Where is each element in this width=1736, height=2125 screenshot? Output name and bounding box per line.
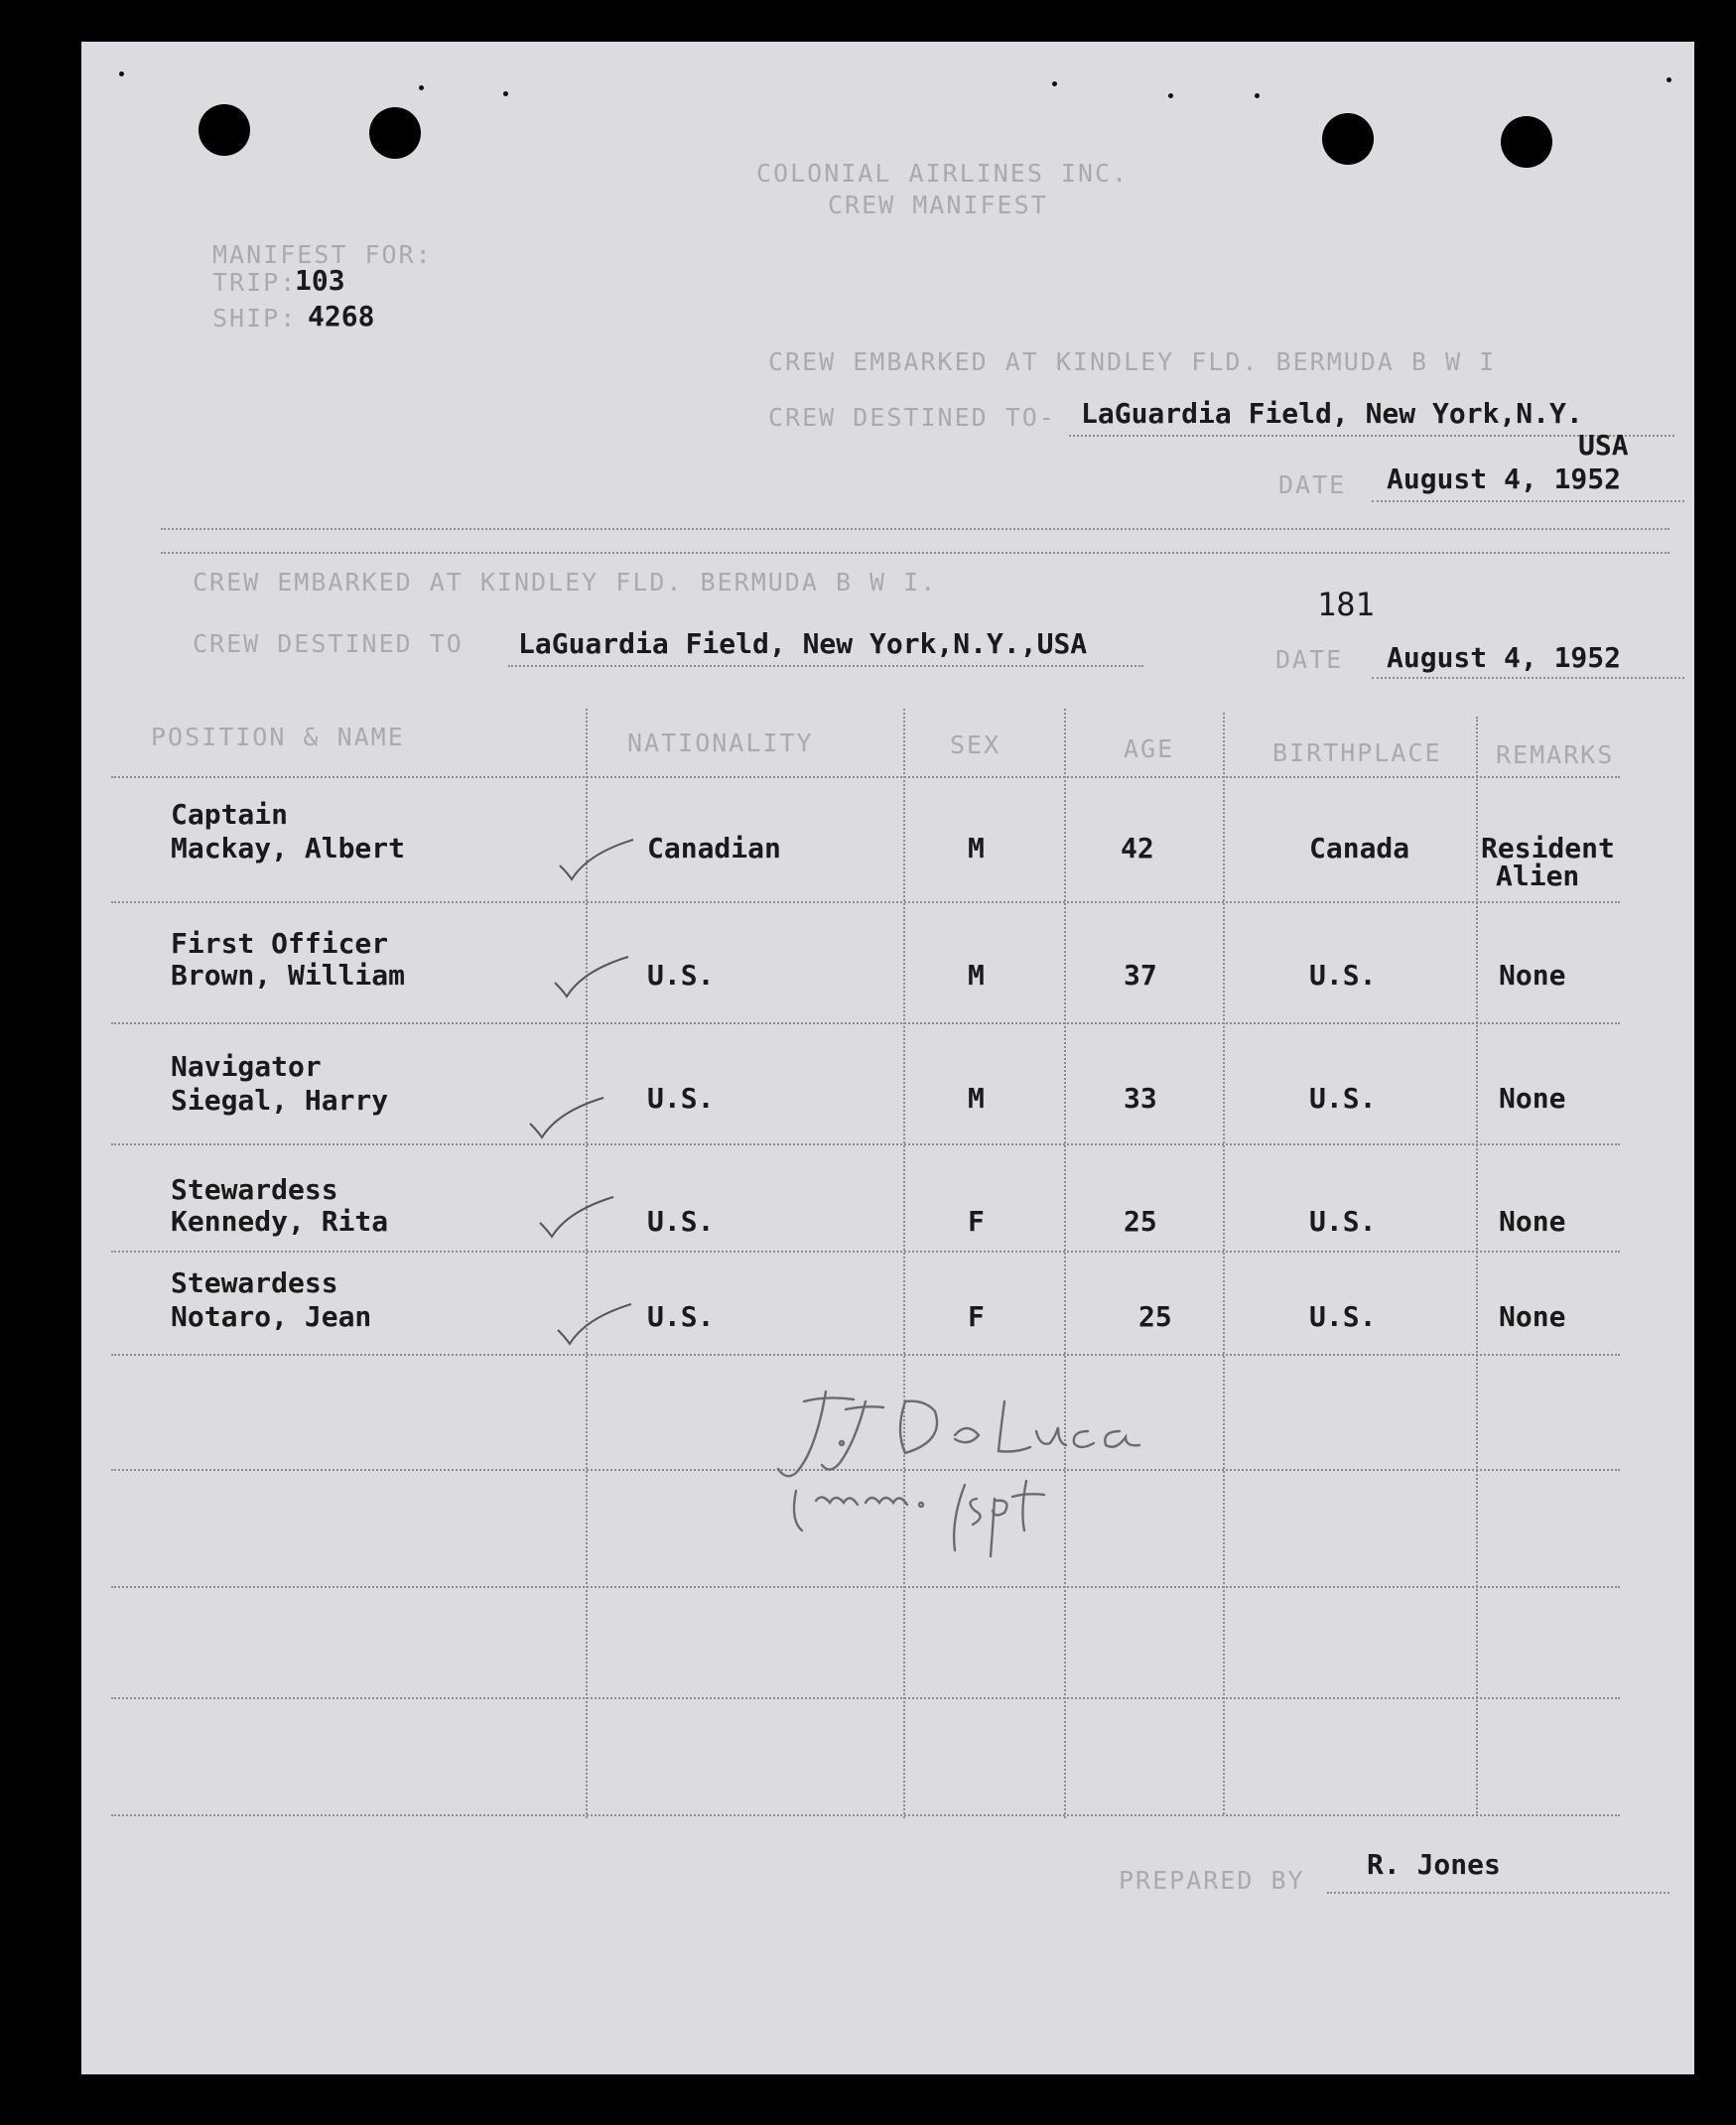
punch-hole — [1322, 113, 1374, 165]
manifest-page — [81, 42, 1694, 2074]
col-header-sex: SEX — [950, 730, 1002, 759]
table-cell-sex: M — [968, 832, 985, 864]
punch-hole — [1501, 116, 1552, 168]
table-row-divider — [111, 1354, 1620, 1356]
ship-label: SHIP: — [212, 304, 298, 332]
table-cell-nationality: U.S. — [647, 959, 715, 992]
table-cell-position: Stewardess — [171, 1266, 338, 1299]
table-cell-age: 33 — [1124, 1082, 1157, 1115]
punch-hole — [369, 107, 421, 159]
table-col-divider — [1223, 713, 1225, 1814]
table-cell-age: 25 — [1138, 1300, 1172, 1333]
table-col-divider — [1476, 717, 1478, 1816]
table-cell-age: 25 — [1124, 1205, 1157, 1238]
table-cell-birthplace: U.S. — [1309, 1205, 1377, 1238]
check-mark-icon — [538, 1193, 617, 1243]
table-cell-remarks: None — [1499, 1300, 1566, 1333]
prepared-by-value: R. Jones — [1367, 1848, 1501, 1881]
table-cell-sex: M — [968, 959, 985, 992]
table-cell-remarks: None — [1499, 1205, 1566, 1238]
table-row-divider — [111, 776, 1620, 778]
document-title: CREW MANIFEST — [828, 191, 1048, 219]
manifest-for-label: MANIFEST FOR: — [212, 240, 433, 269]
upper-date-label: DATE — [1278, 470, 1347, 499]
speck — [119, 71, 124, 76]
table-cell-birthplace: U.S. — [1309, 959, 1377, 992]
table-row-divider — [111, 1143, 1620, 1145]
table-cell-name: Mackay, Albert — [171, 832, 406, 864]
lower-date-value: August 4, 1952 — [1387, 641, 1622, 674]
immigration-inspector-signature — [756, 1382, 1153, 1560]
table-cell-remarks: None — [1499, 959, 1566, 992]
prepared-by-label: PREPARED BY — [1119, 1866, 1305, 1895]
upper-destined-value-2: USA — [1578, 429, 1629, 462]
speck — [1168, 93, 1173, 98]
table-row-divider — [111, 901, 1620, 903]
table-cell-age: 42 — [1121, 832, 1154, 864]
upper-destined-value: LaGuardia Field, New York,N.Y. — [1081, 397, 1583, 430]
table-cell-nationality: U.S. — [647, 1082, 715, 1115]
table-cell-remarks-2: Alien — [1496, 860, 1580, 892]
table-row-divider — [111, 1251, 1620, 1253]
table-cell-birthplace: Canada — [1309, 832, 1410, 864]
table-cell-nationality: U.S. — [647, 1300, 715, 1333]
col-header-age: AGE — [1124, 734, 1175, 763]
lower-embarked-label: CREW EMBARKED AT KINDLEY FLD. BERMUDA B W I. — [193, 568, 938, 597]
prepared-by-underline — [1327, 1892, 1669, 1894]
table-cell-sex: F — [968, 1300, 985, 1333]
col-header-birthplace: BIRTHPLACE — [1272, 738, 1442, 767]
table-cell-position: Navigator — [171, 1050, 322, 1083]
table-cell-position: Stewardess — [171, 1173, 338, 1206]
speck — [1052, 81, 1057, 86]
table-cell-sex: F — [968, 1205, 985, 1238]
table-cell-name: Brown, William — [171, 959, 406, 992]
lower-date-underline — [1372, 677, 1684, 679]
table-cell-nationality: U.S. — [647, 1205, 715, 1238]
col-header-position: POSITION & NAME — [151, 723, 405, 751]
table-row-divider — [111, 1586, 1620, 1588]
table-cell-birthplace: U.S. — [1309, 1082, 1377, 1115]
lower-destined-value: LaGuardia Field, New York,N.Y.,USA — [518, 627, 1088, 660]
table-cell-birthplace: U.S. — [1309, 1300, 1377, 1333]
table-row-divider — [111, 1814, 1620, 1816]
upper-destined-label: CREW DESTINED TO- — [768, 403, 1056, 432]
check-mark-icon — [558, 836, 637, 885]
speck — [419, 85, 424, 90]
section-divider — [161, 528, 1669, 530]
upper-date-value: August 4, 1952 — [1387, 463, 1622, 495]
check-mark-icon — [553, 953, 632, 1002]
check-mark-icon — [528, 1094, 607, 1143]
table-cell-remarks: Resident — [1481, 832, 1615, 864]
table-cell-remarks: None — [1499, 1082, 1566, 1115]
table-cell-age: 37 — [1124, 959, 1157, 992]
table-cell-nationality: Canadian — [647, 832, 781, 864]
col-header-remarks: REMARKS — [1496, 740, 1615, 769]
speck — [1667, 77, 1671, 82]
lower-destined-label: CREW DESTINED TO — [193, 629, 464, 658]
upper-embarked-label: CREW EMBARKED AT KINDLEY FLD. BERMUDA B W I — [768, 347, 1497, 376]
lower-date-label: DATE — [1275, 645, 1344, 674]
company-name: COLONIAL AIRLINES INC. — [756, 159, 1130, 188]
table-row-divider — [111, 1697, 1620, 1699]
table-row-divider — [111, 1022, 1620, 1024]
ship-value: 4268 — [308, 300, 375, 332]
trip-value: 103 — [295, 264, 345, 297]
table-col-divider — [903, 709, 905, 1818]
section-divider — [161, 552, 1669, 554]
lower-destined-underline — [508, 665, 1143, 667]
table-col-divider — [1064, 709, 1066, 1818]
punch-hole — [199, 104, 250, 156]
speck — [503, 91, 508, 96]
col-header-nationality: NATIONALITY — [627, 729, 814, 757]
check-mark-icon — [556, 1300, 635, 1350]
table-cell-sex: M — [968, 1082, 985, 1115]
upper-date-underline — [1372, 500, 1684, 502]
table-cell-name: Siegal, Harry — [171, 1084, 389, 1117]
table-cell-position: Captain — [171, 798, 289, 831]
table-cell-name: Notaro, Jean — [171, 1300, 372, 1333]
table-cell-name: Kennedy, Rita — [171, 1205, 389, 1238]
table-cell-position: First Officer — [171, 927, 389, 960]
trip-label: TRIP: — [212, 268, 298, 297]
speck — [1255, 93, 1260, 98]
manifest-number: 181 — [1317, 586, 1375, 623]
